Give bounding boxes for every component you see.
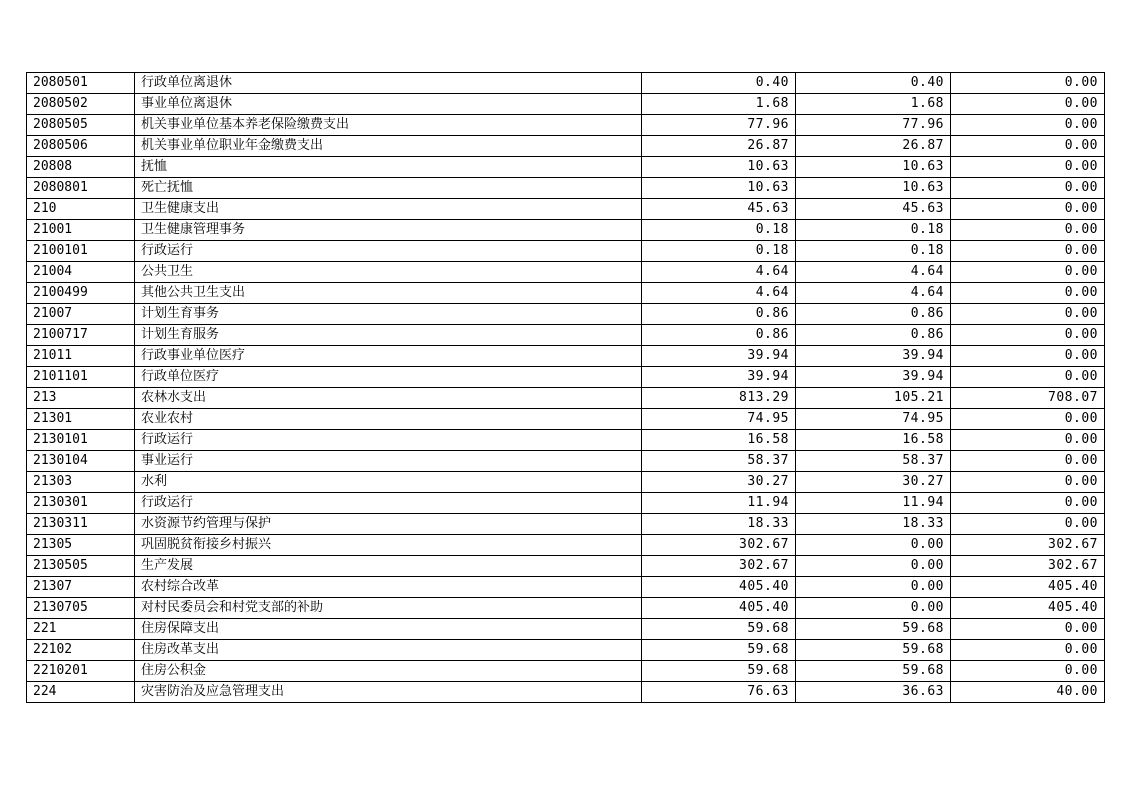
total-amount-cell: 30.27 — [642, 472, 796, 493]
basic-expenditure-cell: 59.68 — [796, 661, 951, 682]
basic-expenditure-cell: 39.94 — [796, 367, 951, 388]
function-name-cell: 农村综合改革 — [135, 577, 642, 598]
project-expenditure-cell: 0.00 — [951, 157, 1105, 178]
function-code-cell: 2100717 — [27, 325, 135, 346]
table-row — [27, 178, 1105, 199]
function-code-cell: 21007 — [27, 304, 135, 325]
project-expenditure-cell: 0.00 — [951, 241, 1105, 262]
function-code-cell: 224 — [27, 682, 135, 703]
function-name-cell: 机关事业单位基本养老保险缴费支出 — [135, 115, 642, 136]
budget-table — [26, 72, 1105, 703]
basic-expenditure-cell: 4.64 — [796, 262, 951, 283]
project-expenditure-cell: 0.00 — [951, 283, 1105, 304]
basic-expenditure-cell: 59.68 — [796, 619, 951, 640]
project-expenditure-cell: 0.00 — [951, 199, 1105, 220]
basic-expenditure-cell: 36.63 — [796, 682, 951, 703]
project-expenditure-cell: 405.40 — [951, 598, 1105, 619]
project-expenditure-cell: 0.00 — [951, 367, 1105, 388]
total-amount-cell: 59.68 — [642, 640, 796, 661]
basic-expenditure-cell: 4.64 — [796, 283, 951, 304]
basic-expenditure-cell: 26.87 — [796, 136, 951, 157]
function-code-cell: 2080501 — [27, 73, 135, 94]
function-name-cell: 对村民委员会和村党支部的补助 — [135, 598, 642, 619]
function-code-cell: 21303 — [27, 472, 135, 493]
project-expenditure-cell: 405.40 — [951, 577, 1105, 598]
basic-expenditure-cell: 0.00 — [796, 535, 951, 556]
function-code-cell: 213 — [27, 388, 135, 409]
table-row — [27, 577, 1105, 598]
project-expenditure-cell: 0.00 — [951, 178, 1105, 199]
function-name-cell: 计划生育服务 — [135, 325, 642, 346]
basic-expenditure-cell: 16.58 — [796, 430, 951, 451]
project-expenditure-cell: 0.00 — [951, 472, 1105, 493]
function-name-cell: 卫生健康支出 — [135, 199, 642, 220]
table-row — [27, 598, 1105, 619]
project-expenditure-cell: 0.00 — [951, 640, 1105, 661]
function-code-cell: 210 — [27, 199, 135, 220]
project-expenditure-cell: 0.00 — [951, 73, 1105, 94]
basic-expenditure-cell: 10.63 — [796, 157, 951, 178]
table-row — [27, 409, 1105, 430]
function-name-cell: 生产发展 — [135, 556, 642, 577]
project-expenditure-cell: 302.67 — [951, 556, 1105, 577]
table-row — [27, 346, 1105, 367]
total-amount-cell: 813.29 — [642, 388, 796, 409]
function-name-cell: 行政运行 — [135, 493, 642, 514]
function-name-cell: 其他公共卫生支出 — [135, 283, 642, 304]
basic-expenditure-cell: 0.00 — [796, 577, 951, 598]
total-amount-cell: 1.68 — [642, 94, 796, 115]
basic-expenditure-cell: 74.95 — [796, 409, 951, 430]
total-amount-cell: 11.94 — [642, 493, 796, 514]
table-row — [27, 535, 1105, 556]
function-code-cell: 2130705 — [27, 598, 135, 619]
project-expenditure-cell: 0.00 — [951, 325, 1105, 346]
function-code-cell: 2100499 — [27, 283, 135, 304]
function-name-cell: 卫生健康管理事务 — [135, 220, 642, 241]
project-expenditure-cell: 0.00 — [951, 94, 1105, 115]
function-code-cell: 2080505 — [27, 115, 135, 136]
project-expenditure-cell: 0.00 — [951, 409, 1105, 430]
function-name-cell: 行政单位医疗 — [135, 367, 642, 388]
basic-expenditure-cell: 0.40 — [796, 73, 951, 94]
function-code-cell: 2080506 — [27, 136, 135, 157]
function-code-cell: 21305 — [27, 535, 135, 556]
total-amount-cell: 405.40 — [642, 577, 796, 598]
total-amount-cell: 74.95 — [642, 409, 796, 430]
function-name-cell: 计划生育事务 — [135, 304, 642, 325]
basic-expenditure-cell: 77.96 — [796, 115, 951, 136]
project-expenditure-cell: 0.00 — [951, 304, 1105, 325]
budget-sheet — [26, 72, 1105, 703]
function-name-cell: 住房保障支出 — [135, 619, 642, 640]
basic-expenditure-cell: 0.00 — [796, 556, 951, 577]
table-row — [27, 682, 1105, 703]
function-code-cell: 2130101 — [27, 430, 135, 451]
table-row — [27, 640, 1105, 661]
function-code-cell: 221 — [27, 619, 135, 640]
table-row — [27, 115, 1105, 136]
total-amount-cell: 0.40 — [642, 73, 796, 94]
function-name-cell: 灾害防治及应急管理支出 — [135, 682, 642, 703]
function-name-cell: 行政事业单位医疗 — [135, 346, 642, 367]
function-name-cell: 水资源节约管理与保护 — [135, 514, 642, 535]
total-amount-cell: 39.94 — [642, 346, 796, 367]
table-row — [27, 157, 1105, 178]
function-code-cell: 2101101 — [27, 367, 135, 388]
basic-expenditure-cell: 0.86 — [796, 304, 951, 325]
function-code-cell: 21011 — [27, 346, 135, 367]
basic-expenditure-cell: 30.27 — [796, 472, 951, 493]
function-name-cell: 农林水支出 — [135, 388, 642, 409]
total-amount-cell: 0.86 — [642, 325, 796, 346]
project-expenditure-cell: 0.00 — [951, 115, 1105, 136]
project-expenditure-cell: 0.00 — [951, 514, 1105, 535]
function-code-cell: 21307 — [27, 577, 135, 598]
function-name-cell: 行政运行 — [135, 241, 642, 262]
table-row — [27, 388, 1105, 409]
function-code-cell: 2130505 — [27, 556, 135, 577]
total-amount-cell: 10.63 — [642, 178, 796, 199]
total-amount-cell: 39.94 — [642, 367, 796, 388]
function-name-cell: 机关事业单位职业年金缴费支出 — [135, 136, 642, 157]
function-code-cell: 22102 — [27, 640, 135, 661]
budget-table-body — [27, 73, 1105, 703]
project-expenditure-cell: 0.00 — [951, 136, 1105, 157]
table-row — [27, 325, 1105, 346]
total-amount-cell: 10.63 — [642, 157, 796, 178]
function-name-cell: 事业单位离退休 — [135, 94, 642, 115]
table-row — [27, 451, 1105, 472]
function-name-cell: 农业农村 — [135, 409, 642, 430]
table-row — [27, 493, 1105, 514]
table-row — [27, 619, 1105, 640]
table-row — [27, 304, 1105, 325]
function-name-cell: 抚恤 — [135, 157, 642, 178]
project-expenditure-cell: 0.00 — [951, 220, 1105, 241]
basic-expenditure-cell: 0.00 — [796, 598, 951, 619]
total-amount-cell: 4.64 — [642, 262, 796, 283]
table-row — [27, 94, 1105, 115]
project-expenditure-cell: 0.00 — [951, 451, 1105, 472]
basic-expenditure-cell: 0.18 — [796, 241, 951, 262]
function-code-cell: 2130104 — [27, 451, 135, 472]
function-code-cell: 2130311 — [27, 514, 135, 535]
table-row — [27, 661, 1105, 682]
table-row — [27, 199, 1105, 220]
total-amount-cell: 76.63 — [642, 682, 796, 703]
total-amount-cell: 405.40 — [642, 598, 796, 619]
project-expenditure-cell: 0.00 — [951, 346, 1105, 367]
table-row — [27, 556, 1105, 577]
table-row — [27, 472, 1105, 493]
function-name-cell: 行政运行 — [135, 430, 642, 451]
table-row — [27, 241, 1105, 262]
total-amount-cell: 59.68 — [642, 661, 796, 682]
function-code-cell: 2210201 — [27, 661, 135, 682]
function-code-cell: 21001 — [27, 220, 135, 241]
project-expenditure-cell: 0.00 — [951, 493, 1105, 514]
table-row — [27, 220, 1105, 241]
total-amount-cell: 4.64 — [642, 283, 796, 304]
function-code-cell: 2130301 — [27, 493, 135, 514]
function-name-cell: 住房公积金 — [135, 661, 642, 682]
function-code-cell: 20808 — [27, 157, 135, 178]
function-name-cell: 住房改革支出 — [135, 640, 642, 661]
total-amount-cell: 16.58 — [642, 430, 796, 451]
function-name-cell: 事业运行 — [135, 451, 642, 472]
table-row — [27, 262, 1105, 283]
total-amount-cell: 302.67 — [642, 535, 796, 556]
total-amount-cell: 77.96 — [642, 115, 796, 136]
basic-expenditure-cell: 0.86 — [796, 325, 951, 346]
function-name-cell: 巩固脱贫衔接乡村振兴 — [135, 535, 642, 556]
function-code-cell: 2080801 — [27, 178, 135, 199]
basic-expenditure-cell: 59.68 — [796, 640, 951, 661]
basic-expenditure-cell: 39.94 — [796, 346, 951, 367]
function-code-cell: 2080502 — [27, 94, 135, 115]
table-row — [27, 514, 1105, 535]
project-expenditure-cell: 0.00 — [951, 619, 1105, 640]
project-expenditure-cell: 708.07 — [951, 388, 1105, 409]
basic-expenditure-cell: 1.68 — [796, 94, 951, 115]
project-expenditure-cell: 0.00 — [951, 262, 1105, 283]
total-amount-cell: 0.86 — [642, 304, 796, 325]
total-amount-cell: 0.18 — [642, 241, 796, 262]
table-row — [27, 283, 1105, 304]
basic-expenditure-cell: 10.63 — [796, 178, 951, 199]
table-row — [27, 430, 1105, 451]
basic-expenditure-cell: 18.33 — [796, 514, 951, 535]
project-expenditure-cell: 302.67 — [951, 535, 1105, 556]
function-code-cell: 21004 — [27, 262, 135, 283]
table-row — [27, 136, 1105, 157]
total-amount-cell: 18.33 — [642, 514, 796, 535]
total-amount-cell: 0.18 — [642, 220, 796, 241]
table-row — [27, 73, 1105, 94]
basic-expenditure-cell: 0.18 — [796, 220, 951, 241]
function-code-cell: 21301 — [27, 409, 135, 430]
function-code-cell: 2100101 — [27, 241, 135, 262]
total-amount-cell: 58.37 — [642, 451, 796, 472]
basic-expenditure-cell: 58.37 — [796, 451, 951, 472]
function-name-cell: 水利 — [135, 472, 642, 493]
basic-expenditure-cell: 11.94 — [796, 493, 951, 514]
total-amount-cell: 45.63 — [642, 199, 796, 220]
function-name-cell: 行政单位离退休 — [135, 73, 642, 94]
function-name-cell: 公共卫生 — [135, 262, 642, 283]
basic-expenditure-cell: 45.63 — [796, 199, 951, 220]
total-amount-cell: 26.87 — [642, 136, 796, 157]
basic-expenditure-cell: 105.21 — [796, 388, 951, 409]
project-expenditure-cell: 40.00 — [951, 682, 1105, 703]
project-expenditure-cell: 0.00 — [951, 661, 1105, 682]
total-amount-cell: 302.67 — [642, 556, 796, 577]
project-expenditure-cell: 0.00 — [951, 430, 1105, 451]
table-row — [27, 367, 1105, 388]
function-name-cell: 死亡抚恤 — [135, 178, 642, 199]
total-amount-cell: 59.68 — [642, 619, 796, 640]
